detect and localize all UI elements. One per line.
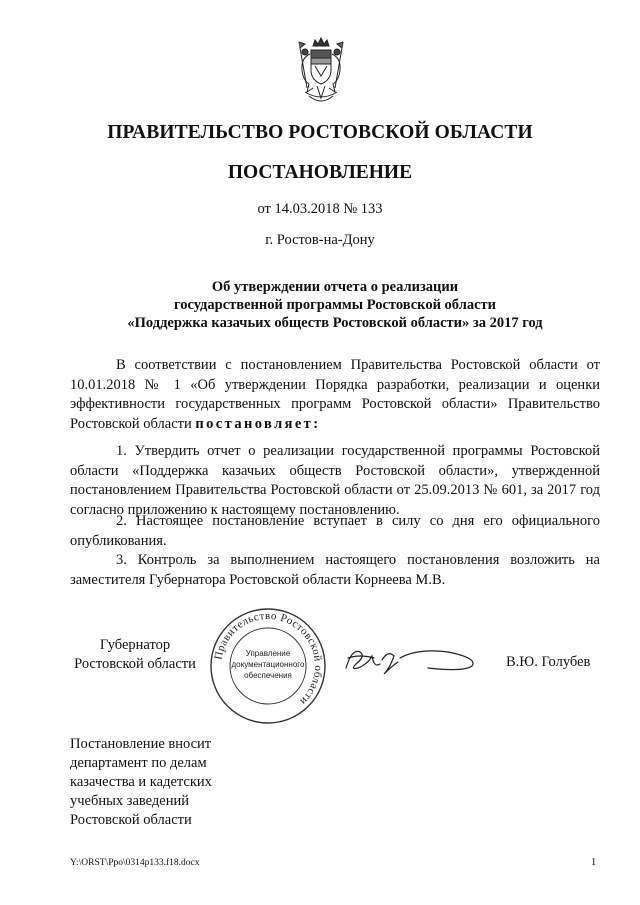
introduced-by-line: казачества и кадетских <box>70 774 212 790</box>
signatory-name: В.Ю. Голубев <box>506 654 591 670</box>
coat-of-arms-icon <box>295 36 347 108</box>
subject-line: государственной программы Ростовской области <box>173 297 496 313</box>
subject-line: «Поддержка казачьих обществ Ростовской области» за 2017 год <box>127 315 543 331</box>
document-subject <box>70 278 600 332</box>
date-number-line: от 14.03.2018 № 133 <box>257 201 383 217</box>
stamp-ring-text: Правительство Ростовской области <box>212 609 325 708</box>
organization-title: ПРАВИТЕЛЬСТВО РОСТОВСКОЙ ОБЛАСТИ <box>107 122 533 143</box>
official-stamp <box>208 606 328 726</box>
stamp-center-line: Управление <box>245 649 291 658</box>
resolution-item-2: 2. Настоящее постановление вступает в силу со дня его официального опубликования. <box>70 513 600 549</box>
document-type: ПОСТАНОВЛЕНИЕ <box>227 162 413 183</box>
footer-file-path: Y:\ORST\Ppo\0314p133.f18.docx <box>70 858 200 868</box>
preamble-paragraph <box>70 356 600 434</box>
resolution-item-3: 3. Контроль за выполнением настоящего постановления возложить на заместителя Губернатора Ростовской области Корнеева М.В. <box>70 552 600 588</box>
signatory-title-line: Ростовской области <box>74 656 196 672</box>
introduced-by-line: учебных заведений <box>70 793 189 809</box>
preamble-text: В соответствии с постановлением Правительства Ростовской области от 10.01.2018 № 1 «Об утверждении Порядка разработки, реализации и оценки эффективности государственных программ Ростовской области» Правительство Ростовской области <box>70 357 600 432</box>
stamp-center-line: документационного <box>231 660 305 669</box>
introduced-by-line: Постановление вносит <box>70 736 212 752</box>
introduced-by-line: департамент по делам <box>70 755 207 771</box>
subject-line: Об утверждении отчета о реализации <box>211 279 459 295</box>
resolves-keyword: постановляет: <box>195 415 321 432</box>
introduced-by-line: Ростовской области <box>70 812 192 828</box>
resolution-item-1: 1. Утвердить отчет о реализации государственной программы Ростовской области «Поддержка казачьих обществ Ростовской области», утвержденной постановлением Правительства Ростовской области от 25.09.2013 № 601, за 2017 год согласно приложению к настоящему постановлению. <box>70 443 600 518</box>
city-line: г. Ростов-на-Дону <box>265 232 375 248</box>
handwritten-signature <box>338 638 486 682</box>
page-number: 1 <box>591 857 597 868</box>
signatory-title <box>70 636 200 674</box>
introduced-by-block <box>70 735 240 830</box>
stamp-center-line: обеспечения <box>244 671 292 680</box>
signatory-title-line: Губернатор <box>99 637 171 653</box>
